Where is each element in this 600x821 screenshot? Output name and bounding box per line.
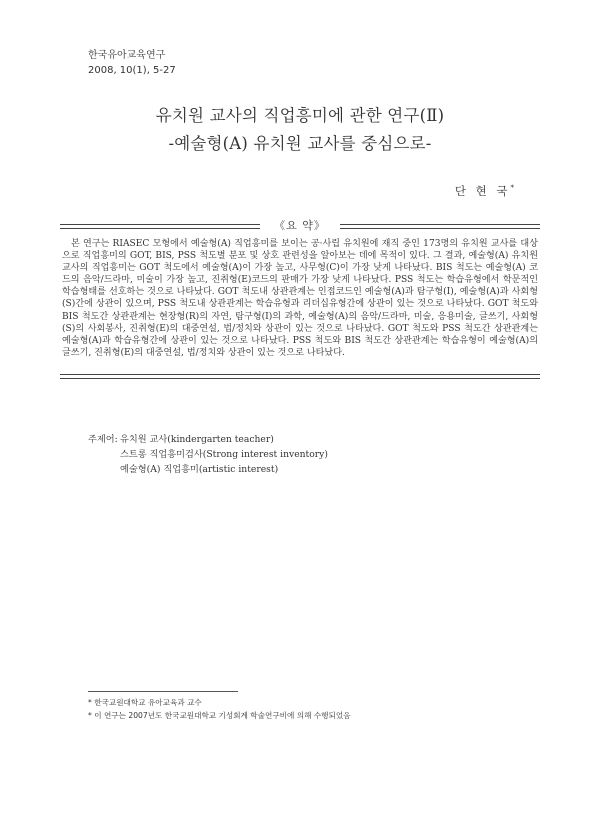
abstract-bottom-rule — [60, 374, 540, 379]
abstract-heading: 《요 약》 — [274, 219, 326, 232]
keyword-row — [88, 447, 328, 462]
paper-subtitle: -예술형(A) 유치원 교사를 중심으로- — [168, 134, 432, 153]
author — [455, 183, 514, 199]
abstract-body: 본 연구는 RIASEC 모형에서 예술형(A) 직업흥미를 보이는 공·사립 유치원에 재직 중인 173명의 유치원 교사를 대상으로 직업흥미의 GOT, BIS, PSS 척도별 분포 및 상호 관련성을 알아보는 데에 목적이 있다. 그 결과, 예술형(A) 유치원 교사의 직업흥미는 GOT 척도에서 예술형(A)이 가장 높고, 사무형(C)이 가장 낮게 나타났다. BIS 척도는 예술형(A) 코드의 음악/드라마, 미술이 가장 높고, 진취형(E)코드의 판매가 가장 낮게 나타났다. PSS 척도는 학습유형에서 학문적인 학습형태를 선호하는 것으로 나타났다. GOT 척도내 상관관계는 인접코드인 예술형(A)과 탐구형(I), 예술형(A)과 사회형(S)간에 상관이 있으며, PSS 척도내 상관관계는 학습유형과 리더십유형간에 상관이 있는 것으로 나타났다. GOT 척도와 BIS 척도간 상관관계는 현장형(R)의 자연, 탐구형(I)의 과학, 예술형(A)의 음악/드라마, 미술, 응용미술, 글쓰기, 사회형(S)의 사회봉사, 진취형(E)의 대중연설, 법/정치와 상관이 있는 것으로 나타났다. GOT 척도와 PSS 척도간 상관관계는 예술형(A)과 학습유형간에 상관이 있는 것으로 나타났다. PSS 척도와 BIS 척도간 상관관계는 학습유형이 예술형(A)의 글쓰기, 진취형(E)의 대중연설, 법/정치와 상관이 있는 것으로 나타났다. — [62, 239, 538, 358]
footnote-divider — [88, 691, 238, 692]
keyword-item: 유치원 교사(kindergarten teacher) — [120, 434, 274, 445]
footnote-affiliation: * 한국교원대학교 유아교육과 교수 — [88, 698, 202, 707]
keywords-label: 주제어: — [88, 434, 118, 445]
keyword-item: 예술형(A) 직업흥미(artistic interest) — [120, 464, 279, 475]
footnote-funding: * 이 연구는 2007년도 한국교원대학교 기성회계 학술연구비에 의해 수행되었음 — [88, 711, 351, 720]
paper-title: 유치원 교사의 직업흥미에 관한 연구(Ⅱ) — [155, 106, 445, 125]
keyword-row — [88, 462, 328, 477]
keywords — [88, 432, 328, 477]
journal-issue: 2008, 10(1), 5-27 — [88, 65, 176, 76]
journal-name: 한국유아교육연구 — [88, 50, 166, 61]
journal-header — [88, 48, 176, 78]
footnotes — [88, 696, 351, 722]
author-footnote-mark: * — [510, 184, 514, 193]
keyword-row — [88, 432, 328, 447]
author-name: 단 현 국 — [454, 184, 511, 198]
keyword-item: 스트롱 직업흥미검사(Strong interest inventory) — [120, 449, 328, 460]
